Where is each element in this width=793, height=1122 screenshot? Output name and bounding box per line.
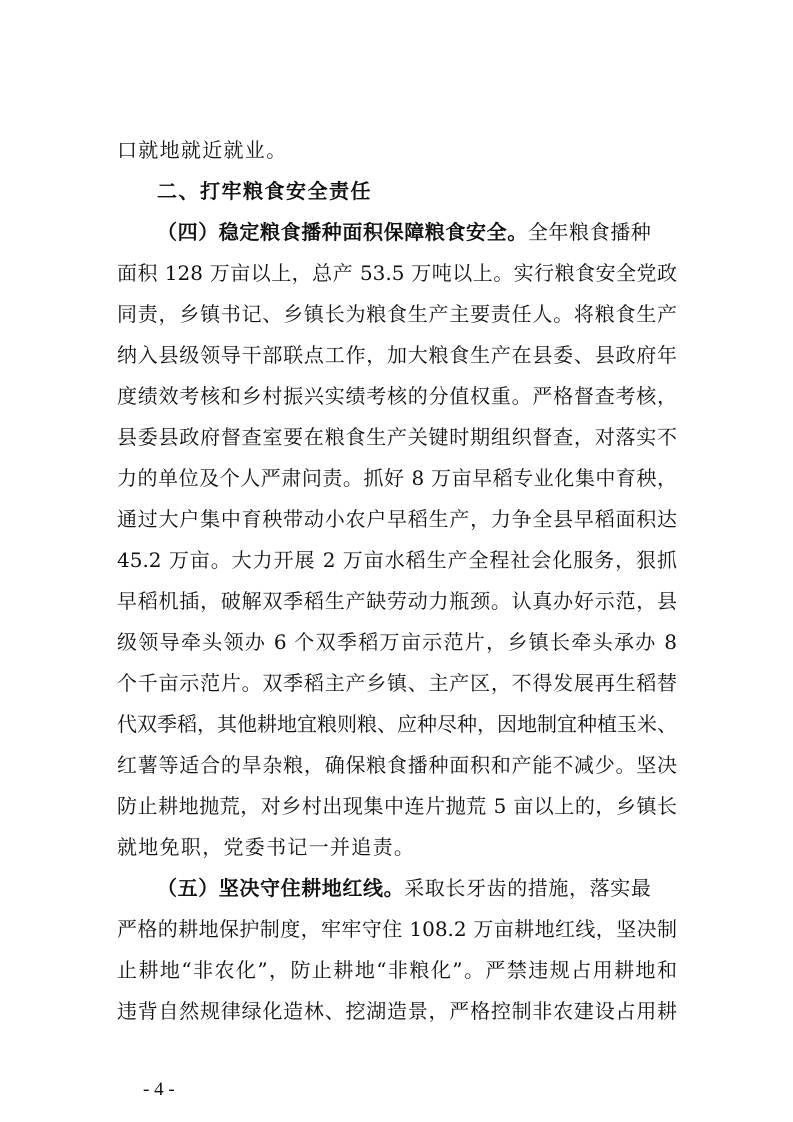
para4-line: 就地免职，党委书记一并追责。 [117, 835, 416, 859]
para5-line: 止耕地“非农化”，防止耕地“非粮化”。严禁违规占用耕地和 [117, 958, 677, 982]
para4-line: 力的单位及个人严肃问责。抓好 8 万亩早稻专业化集中育秧， [117, 466, 677, 490]
para4-line: 度绩效考核和乡村振兴实绩考核的分值权重。严格督查考核， [117, 384, 677, 408]
para4-line: 防止耕地抛荒，对乡村出现集中连片抛荒 5 亩以上的，乡镇长 [117, 794, 677, 818]
para4-line: 级领导牵头领办 6 个双季稻万亩示范片，乡镇长牵头承办 8 [117, 630, 677, 654]
para4-line: 通过大户集中育秧带动小农户早稻生产，力争全县早稻面积达 [117, 507, 677, 531]
para4-line: 个千亩示范片。双季稻主产乡镇、主产区，不得发展再生稻替 [117, 671, 677, 695]
para4-line: 45.2 万亩。大力开展 2 万亩水稻生产全程社会化服务，狠抓 [117, 548, 677, 572]
para4-line: 早稻机插，破解双季稻生产缺劳动力瓶颈。认真办好示范，县 [117, 589, 677, 613]
para4-line: 县委县政府督查室要在粮食生产关键时期组织督查，对落实不 [117, 425, 677, 449]
para4-line: 代双季稻，其他耕地宜粮则粮、应种尽种，因地制宜种植玉米、 [117, 712, 677, 736]
para4-line: 面积 128 万亩以上，总产 53.5 万吨以上。实行粮食安全党政 [117, 261, 677, 285]
para5-line: 违背自然规律绿化造林、挖湖造景，严格控制非农建设占用耕 [117, 999, 677, 1023]
para5-first-rest: 采取长牙齿的措施，落实最 [404, 876, 652, 900]
para5-first-line [157, 870, 677, 907]
para4-line: 纳入县级领导干部联点工作，加大粮食生产在县委、县政府年 [117, 343, 677, 367]
para4-first-line [157, 214, 677, 251]
para5-lead: （五）坚决守住耕地红线。 [157, 876, 405, 900]
para4-first-rest: 全年粮食播种 [527, 220, 652, 244]
para4-lead: （四）稳定粮食播种面积保障粮食安全。 [157, 220, 528, 244]
para5-line: 严格的耕地保护制度，牢牢守住 108.2 万亩耕地红线，坚决制 [117, 917, 677, 941]
para4-line: 红薯等适合的旱杂粮，确保粮食播种面积和产能不减少。坚决 [117, 753, 677, 777]
section-heading: 二、打牢粮食安全责任 [157, 179, 372, 203]
continuation-line: 口就地就近就业。 [117, 138, 288, 162]
para4-line: 同责，乡镇书记、乡镇长为粮食生产主要责任人。将粮食生产 [117, 302, 677, 326]
page-number: - 4 - [143, 1079, 175, 1100]
